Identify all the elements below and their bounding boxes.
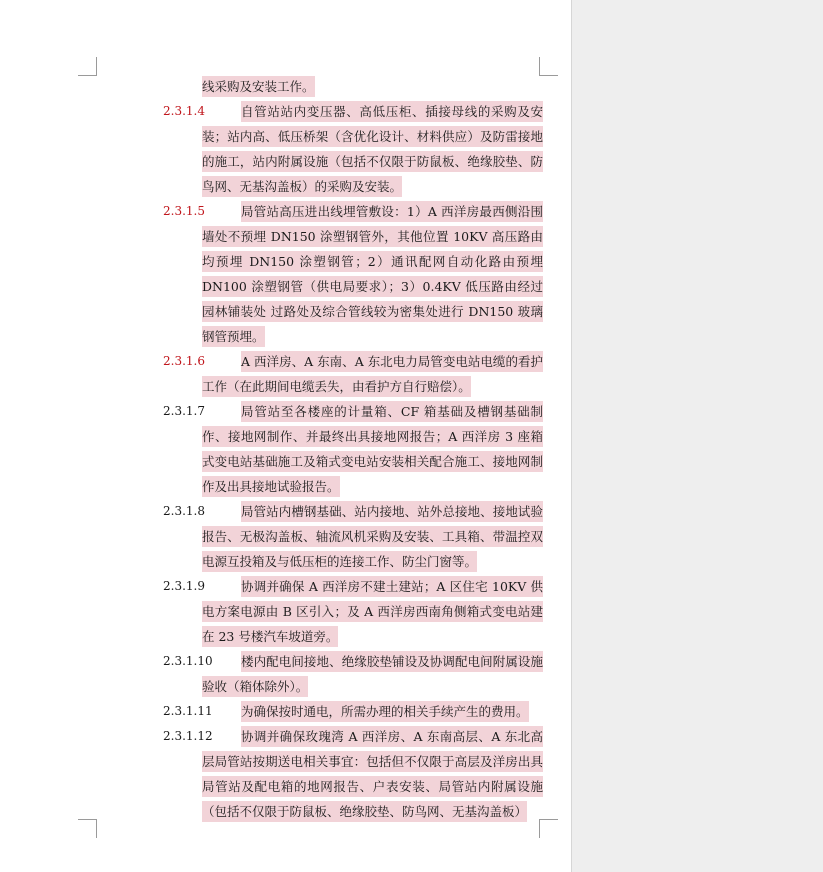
workspace-background [572,0,823,872]
paragraph-text: A 西洋房、A 东南、A 东北电力局管变电站电缆的看护工作（在此期间电缆丢失，由看护方自行赔偿）。 [202,351,543,397]
list-number: 2.3.1.4 [163,104,205,118]
list-item-2-3-1-7[interactable] [163,399,543,499]
paragraph-text: 为确保按时通电，所需办理的相关手续产生的费用。 [241,701,529,722]
document-body[interactable] [163,74,543,824]
list-number: 2.3.1.8 [163,504,205,518]
paragraph-text: 自管站站内变压器、高低压柜、插接母线的采购及安装；站内高、低压桥架（含优化设计、材料供应）及防雷接地的施工，站内附属设施（包括不仅限于防鼠板、绝缘胶垫、防鸟网、无基沟盖板）的采购及安装。 [202,101,543,197]
list-item-2-3-1-11[interactable] [163,699,543,724]
paragraph-text: 协调并确保 A 西洋房不建土建站；A 区住宅 10KV 供电方案电源由 B 区引入；及 A 西洋房西南角侧箱式变电站建在 23 号楼汽车坡道旁。 [202,576,543,647]
paragraph-text: 局管站高压进出线埋管敷设：1）A 西洋房最西侧沿围墙处不预埋 DN150 涂塑钢管外，其他位置 10KV 高压路由均预埋 DN150 涂塑钢管；2）通讯配网自动化路由预埋 DN100 涂塑钢管（供电局要求）；3）0.4KV 低压路由经过园林铺装处 过路处及综合管线较为密集处进行 DN150 玻璃钢管预埋。 [202,201,543,347]
list-number: 2.3.1.9 [163,579,205,593]
paragraph-text: 线采购及安装工作。 [202,76,315,97]
list-number: 2.3.1.6 [163,354,205,368]
list-item-2-3-1-8[interactable] [163,499,543,574]
list-number: 2.3.1.12 [163,729,213,743]
list-item-2-3-1-6[interactable] [163,349,543,399]
list-item-2-3-1-10[interactable] [163,649,543,699]
list-number: 2.3.1.10 [163,654,213,668]
paragraph-continuation[interactable] [163,74,543,99]
list-item-2-3-1-12[interactable] [163,724,543,824]
paragraph-text: 局管站至各楼座的计量箱、CF 箱基础及槽钢基础制作、接地网制作、并最终出具接地网报告；A 西洋房 3 座箱式变电站基础施工及箱式变电站安装相关配合施工、接地网制作及出具接地试验报告。 [202,401,543,497]
paragraph-text: 楼内配电间接地、绝缘胶垫铺设及协调配电间附属设施验收（箱体除外）。 [202,651,543,697]
crop-mark-bottom-left [78,819,97,838]
list-item-2-3-1-4[interactable] [163,99,543,199]
list-item-2-3-1-9[interactable] [163,574,543,649]
crop-mark-top-left [78,57,97,76]
paragraph-text: 协调并确保玫瑰湾 A 西洋房、A 东南高层、A 东北高层局管站按期送电相关事宜：包括但不仅限于高层及洋房出具局管站及配电箱的地网报告、户表安装、局管站内附属设施（包括不仅限于防鼠板、绝缘胶垫、防鸟网、无基沟盖板） [202,726,543,822]
list-item-2-3-1-5[interactable] [163,199,543,349]
list-number: 2.3.1.7 [163,404,205,418]
paragraph-text: 局管站内槽钢基础、站内接地、站外总接地、接地试验报告、无极沟盖板、轴流风机采购及安装、工具箱、带温控双电源互投箱及与低压柜的连接工作、防尘门窗等。 [202,501,543,572]
list-number: 2.3.1.5 [163,204,205,218]
list-number: 2.3.1.11 [163,704,213,718]
